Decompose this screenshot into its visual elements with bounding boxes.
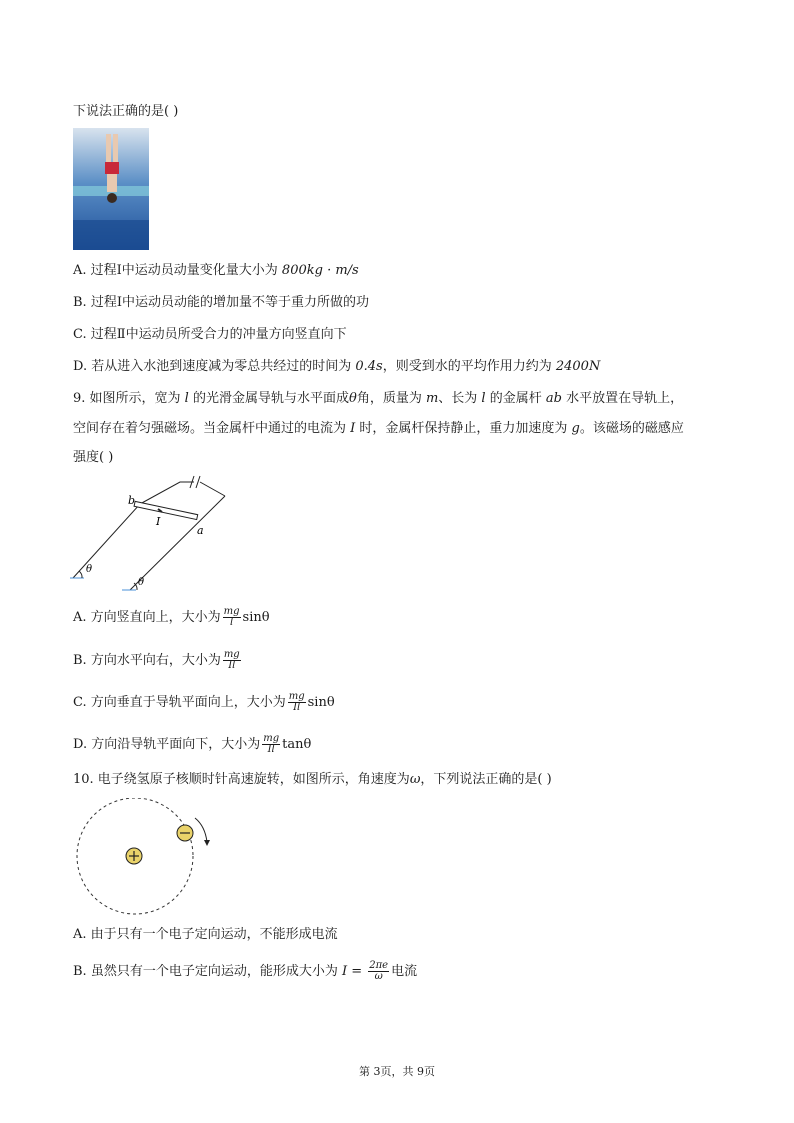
nucleus-icon bbox=[126, 848, 142, 864]
q10-option-a: A. 由于只有一个电子定向运动，不能形成电流 bbox=[73, 927, 338, 942]
q9-stem-line3: 强度( ) bbox=[73, 450, 114, 465]
q9-option-c-fraction bbox=[288, 692, 306, 713]
q10-option-b-text: B. 虽然只有一个电子定向运动，能形成大小为 bbox=[73, 964, 342, 979]
label-theta-2: θ bbox=[138, 577, 145, 588]
q9-text: 水平放置在导轨上， bbox=[561, 391, 684, 406]
q8-option-b: B. 过程Ⅰ中运动员动能的增加量不等于重力所做的功 bbox=[73, 295, 369, 310]
fraction-denominator: Il bbox=[293, 702, 301, 713]
q9-text: 、长为 bbox=[438, 391, 482, 406]
fraction-numerator: mg bbox=[263, 733, 280, 744]
orbit-diagram bbox=[70, 798, 220, 920]
fraction-numerator: mg bbox=[288, 691, 305, 702]
fraction-denominator: ω bbox=[374, 971, 383, 982]
label-b: b bbox=[128, 494, 136, 507]
q9-option-d-trig: tanθ bbox=[282, 737, 312, 752]
label-theta-1: θ bbox=[86, 564, 93, 575]
q9-option-d bbox=[73, 734, 311, 755]
q9-option-c-trig: sinθ bbox=[307, 695, 335, 710]
q9-text: 空间存在着匀强磁场。当金属杆中通过的电流为 bbox=[73, 421, 351, 436]
fraction-numerator: 2πe bbox=[369, 960, 389, 971]
q9-option-a-trig: sinθ bbox=[242, 610, 270, 625]
q10-option-b bbox=[73, 961, 417, 982]
diver-photo bbox=[73, 128, 149, 250]
left-rail bbox=[73, 504, 140, 578]
q8-option-c: C. 过程Ⅱ中运动员所受合力的冲量方向竖直向下 bbox=[73, 327, 347, 342]
label-i: I bbox=[156, 515, 161, 528]
q8-option-d-text2: ，则受到水的平均作用力约为 bbox=[382, 359, 556, 374]
wire-right bbox=[200, 482, 225, 496]
q9-option-b-text: B. 方向水平向右，大小为 bbox=[73, 653, 221, 668]
q9-text: 。该磁场的磁感应 bbox=[579, 421, 684, 436]
label-a: a bbox=[197, 524, 204, 537]
q8-option-a-math: 800kg · m/s bbox=[281, 263, 359, 278]
q10-option-b-fraction bbox=[368, 961, 389, 982]
q9-stem-line2 bbox=[73, 420, 684, 438]
q9-text: 角，质量为 bbox=[356, 391, 426, 406]
q8-option-d-math1: 0.4s bbox=[355, 359, 383, 374]
q9-var-l: l bbox=[184, 391, 189, 406]
q8-option-d bbox=[73, 358, 600, 376]
q10-option-b-math: I = bbox=[341, 964, 367, 979]
clockwise-arrow bbox=[195, 818, 207, 842]
q9-text: 时，金属杆保持静止，重力加速度为 bbox=[355, 421, 572, 436]
q10-text: ，下列说法正确的是( ) bbox=[420, 772, 552, 787]
q8-option-a bbox=[73, 262, 359, 280]
page-footer: 第 3页，共 9页 bbox=[359, 1065, 435, 1078]
fraction-numerator: mg bbox=[223, 649, 240, 660]
q8-option-d-text1: D. 若从进入水池到速度减为零总共经过的时间为 bbox=[73, 359, 356, 374]
q9-text: 的光滑金属导轨与水平面成 bbox=[188, 391, 349, 406]
q9-var-i: I bbox=[350, 421, 356, 436]
q9-option-c-text: C. 方向垂直于导轨平面向上，大小为 bbox=[73, 695, 286, 710]
q8-stem-tail: 下说法正确的是( ) bbox=[73, 104, 179, 119]
q9-option-d-fraction bbox=[262, 734, 280, 755]
wire-left bbox=[140, 482, 194, 504]
rail-diagram bbox=[70, 474, 230, 592]
q10-option-b-tail: 电流 bbox=[391, 964, 418, 979]
q9-option-b-fraction bbox=[223, 650, 241, 671]
q9-var-g: g bbox=[571, 421, 580, 436]
q9-option-a bbox=[73, 607, 270, 628]
q9-var-l: l bbox=[481, 391, 486, 406]
q9-text: 的金属杆 bbox=[485, 391, 546, 406]
q9-option-a-fraction bbox=[223, 607, 241, 628]
capacitor-plate-2 bbox=[196, 476, 200, 488]
q9-stem-line1 bbox=[73, 390, 683, 408]
electron-icon bbox=[177, 825, 193, 841]
fraction-denominator: Il bbox=[267, 744, 275, 755]
q9-option-d-text: D. 方向沿导轨平面向下，大小为 bbox=[73, 737, 261, 752]
metal-rod bbox=[134, 501, 198, 519]
q9-var-theta: θ bbox=[348, 391, 357, 406]
fraction-denominator: Il bbox=[228, 660, 236, 671]
q8-option-a-text: A. 过程Ⅰ中运动员动量变化量大小为 bbox=[73, 263, 282, 278]
arrow-head-icon bbox=[204, 840, 210, 846]
q8-option-d-math2: 2400N bbox=[555, 359, 601, 374]
q9-option-c bbox=[73, 692, 335, 713]
fraction-numerator: mg bbox=[223, 606, 240, 617]
q9-var-ab: ab bbox=[545, 391, 562, 406]
q9-option-b bbox=[73, 650, 243, 671]
q9-var-m: m bbox=[425, 391, 439, 406]
q10-var-omega: ω bbox=[409, 772, 421, 787]
fraction-denominator: l bbox=[230, 617, 234, 628]
q9-option-a-text: A. 方向竖直向上，大小为 bbox=[73, 610, 221, 625]
q9-text: 9. 如图所示，宽为 bbox=[73, 391, 185, 406]
q10-text: 10. 电子绕氢原子核顺时针高速旋转，如图所示，角速度为 bbox=[73, 772, 410, 787]
q10-stem bbox=[73, 771, 552, 789]
